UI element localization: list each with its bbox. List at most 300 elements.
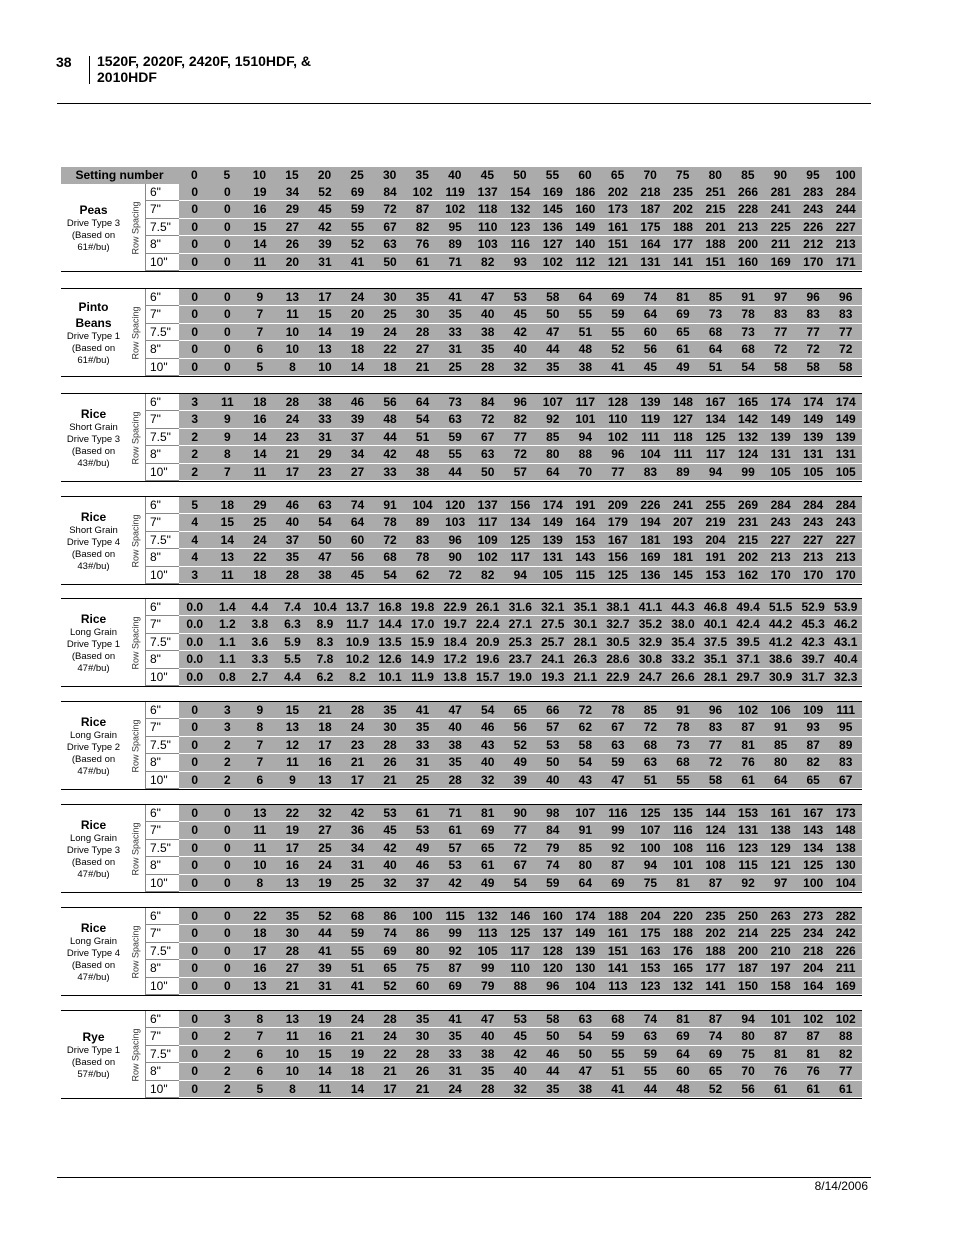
rate-cell: 284 — [764, 497, 797, 514]
rate-cell: 235 — [699, 908, 732, 925]
rate-cell: 30.8 — [634, 651, 667, 668]
rate-cell: 64 — [667, 1045, 700, 1062]
rate-cell: 22.9 — [439, 599, 472, 616]
rate-cell: 33 — [439, 323, 472, 340]
rate-cell: 10 — [309, 358, 342, 375]
rate-cell: 48 — [374, 411, 407, 428]
rate-cell: 21 — [341, 754, 374, 771]
rate-cell: 51 — [341, 960, 374, 977]
table-row — [146, 960, 863, 977]
rate-cell: 14.9 — [406, 651, 439, 668]
rate-cell: 243 — [764, 514, 797, 531]
rate-cell: 53 — [374, 805, 407, 822]
rate-cell: 202 — [732, 549, 765, 566]
rate-cell: 25 — [374, 306, 407, 323]
page-date: 8/14/2006 — [814, 1179, 868, 1193]
rate-cell: 26 — [374, 754, 407, 771]
rate-cell: 19.3 — [537, 668, 570, 685]
rate-cell: 0 — [179, 874, 212, 891]
rate-cell: 19 — [341, 323, 374, 340]
table-row — [146, 306, 863, 323]
rate-cell: 41 — [602, 358, 635, 375]
rate-cell: 110 — [602, 411, 635, 428]
rate-cell: 13 — [211, 549, 244, 566]
rate-cell: 153 — [699, 566, 732, 583]
rate-cell: 242 — [829, 925, 862, 942]
rate-cell: 284 — [797, 497, 830, 514]
rate-cell: 23 — [341, 736, 374, 753]
rate-cell: 55 — [602, 323, 635, 340]
rate-cell: 244 — [829, 201, 862, 218]
rate-cell: 56 — [341, 549, 374, 566]
rate-cell: 174 — [797, 394, 830, 411]
rate-cell: 28 — [406, 1045, 439, 1062]
rate-cell: 0 — [179, 942, 212, 959]
rate-cell: 50 — [471, 463, 504, 480]
rate-cell: 204 — [699, 531, 732, 548]
rate-cell: 181 — [667, 549, 700, 566]
rate-cell: 125 — [504, 925, 537, 942]
rate-cell: 153 — [634, 960, 667, 977]
rate-cell: 31 — [439, 1063, 472, 1080]
rate-cell: 220 — [667, 908, 700, 925]
rate-cell: 29 — [276, 201, 309, 218]
rate-cell: 38 — [309, 394, 342, 411]
rate-cell: 202 — [699, 925, 732, 942]
rate-cell: 0 — [211, 341, 244, 358]
rate-cell: 0 — [211, 289, 244, 306]
rate-cell: 105 — [797, 463, 830, 480]
row-spacing-value: 7" — [146, 822, 179, 839]
rate-grid — [145, 805, 862, 892]
rate-cell: 0 — [179, 1080, 212, 1097]
table-row — [146, 702, 863, 719]
table-row — [146, 668, 863, 685]
rate-cell: 49 — [504, 754, 537, 771]
rate-cell: 105 — [764, 463, 797, 480]
rate-cell: 40.1 — [699, 616, 732, 633]
row-spacing-value: 7.5" — [146, 839, 179, 856]
rate-cell: 10 — [276, 323, 309, 340]
row-spacing-value: 7.5" — [146, 633, 179, 650]
rate-cell: 77 — [504, 822, 537, 839]
rate-cell: 124 — [732, 446, 765, 463]
table-row — [146, 857, 863, 874]
rate-cell: 14 — [244, 446, 277, 463]
crop-name: Pinto Beans — [75, 299, 112, 330]
crop-detail: 43#/bu) — [77, 560, 110, 572]
rate-cell: 35 — [406, 1011, 439, 1028]
page-number: 38 — [56, 54, 72, 70]
rate-cell: 148 — [667, 394, 700, 411]
rate-cell: 52 — [504, 736, 537, 753]
rate-cell: 138 — [829, 839, 862, 856]
rate-cell: 225 — [764, 925, 797, 942]
rate-cell: 54 — [374, 566, 407, 583]
rate-cell: 31 — [406, 754, 439, 771]
row-spacing-value: 6" — [146, 289, 179, 306]
rate-cell: 33 — [374, 463, 407, 480]
rate-cell: 44 — [537, 341, 570, 358]
rate-cell: 102 — [732, 702, 765, 719]
settings-header — [61, 167, 862, 184]
rate-cell: 6.3 — [276, 616, 309, 633]
rate-cell: 29.7 — [732, 668, 765, 685]
rate-cell: 50 — [537, 306, 570, 323]
row-spacing-value: 8" — [146, 1063, 179, 1080]
row-spacing-value: 7" — [146, 306, 179, 323]
rate-cell: 13 — [276, 874, 309, 891]
rate-cell: 141 — [667, 253, 700, 270]
rate-cell: 156 — [504, 497, 537, 514]
rate-cell: 69 — [374, 942, 407, 959]
row-spacing-value: 8" — [146, 446, 179, 463]
rate-cell: 53 — [504, 289, 537, 306]
rate-cell: 174 — [537, 497, 570, 514]
rate-cell: 82 — [471, 566, 504, 583]
rate-cell: 29 — [309, 446, 342, 463]
rate-cell: 54 — [732, 358, 765, 375]
rate-cell: 176 — [667, 942, 700, 959]
rate-cell: 81 — [667, 289, 700, 306]
rate-cell: 37.1 — [732, 651, 765, 668]
rate-cell: 0 — [179, 1063, 212, 1080]
rate-cell: 71 — [439, 253, 472, 270]
rate-cell: 225 — [764, 218, 797, 235]
rate-cell: 49 — [667, 358, 700, 375]
crop-detail: (Based on — [71, 229, 116, 241]
rate-cell: 160 — [732, 253, 765, 270]
rate-cell: 39 — [341, 411, 374, 428]
rate-cell: 24 — [439, 1080, 472, 1097]
rate-cell: 32 — [309, 805, 342, 822]
rate-cell: 0 — [179, 253, 212, 270]
rate-cell: 24 — [244, 531, 277, 548]
rate-cell: 100 — [634, 839, 667, 856]
rate-cell: 59 — [602, 1028, 635, 1045]
rate-cell: 30.1 — [569, 616, 602, 633]
rate-cell: 27.1 — [504, 616, 537, 633]
rate-cell: 129 — [764, 839, 797, 856]
rate-cell: 22 — [374, 1045, 407, 1062]
rate-cell: 43 — [471, 736, 504, 753]
rate-cell: 16 — [276, 857, 309, 874]
rate-cell: 158 — [764, 977, 797, 994]
rate-cell: 28.1 — [569, 633, 602, 650]
rate-cell: 68 — [699, 323, 732, 340]
rate-cell: 0 — [179, 1011, 212, 1028]
rate-cell: 14 — [244, 428, 277, 445]
crop-detail: Short Grain — [69, 421, 118, 433]
rate-cell: 34 — [276, 184, 309, 201]
rate-cell: 47 — [309, 549, 342, 566]
rate-cell: 49.4 — [732, 599, 765, 616]
setting-header-cell: 65 — [610, 168, 625, 182]
table-row — [146, 566, 863, 583]
row-spacing-value: 10" — [146, 358, 179, 375]
rate-cell: 30.5 — [602, 633, 635, 650]
row-spacing-value: 10" — [146, 566, 179, 583]
rate-cell: 118 — [471, 201, 504, 218]
rate-cell: 51 — [602, 1063, 635, 1080]
rate-grid — [145, 702, 862, 789]
rate-cell: 24 — [341, 719, 374, 736]
rate-cell: 40 — [504, 1063, 537, 1080]
rate-cell: 21 — [406, 1080, 439, 1097]
rate-cell: 31 — [439, 341, 472, 358]
rate-cell: 174 — [764, 394, 797, 411]
rate-cell: 284 — [829, 497, 862, 514]
rate-cell: 94 — [569, 428, 602, 445]
rate-cell: 26 — [276, 236, 309, 253]
rate-cell: 212 — [797, 236, 830, 253]
rate-cell: 87 — [797, 1028, 830, 1045]
rate-cell: 137 — [471, 497, 504, 514]
rate-cell: 145 — [667, 566, 700, 583]
rate-cell: 33 — [406, 736, 439, 753]
rate-cell: 0 — [179, 960, 212, 977]
rate-cell: 107 — [537, 394, 570, 411]
rate-cell: 211 — [764, 236, 797, 253]
rate-cell: 51 — [406, 428, 439, 445]
rate-cell: 88 — [504, 977, 537, 994]
rate-cell: 227 — [829, 531, 862, 548]
rate-cell: 281 — [764, 184, 797, 201]
rate-cell: 42 — [309, 218, 342, 235]
rate-cell: 11 — [244, 253, 277, 270]
rate-cell: 167 — [602, 531, 635, 548]
crop-detail: Long Grain — [69, 935, 117, 947]
rate-cell: 207 — [667, 514, 700, 531]
rate-cell: 54 — [309, 514, 342, 531]
table-row — [146, 839, 863, 856]
rate-cell: 35 — [439, 754, 472, 771]
top-rule — [57, 103, 871, 104]
rate-cell: 18 — [341, 341, 374, 358]
rate-cell: 87 — [732, 719, 765, 736]
rate-cell: 4.4 — [276, 668, 309, 685]
crop-detail: (Based on — [71, 650, 116, 662]
rate-cell: 76 — [732, 754, 765, 771]
rate-cell: 52 — [374, 977, 407, 994]
rate-cell: 130 — [829, 857, 862, 874]
rate-cell: 0 — [179, 857, 212, 874]
rate-cell: 70 — [732, 1063, 765, 1080]
crop-section — [61, 701, 862, 790]
rate-cell: 74 — [341, 497, 374, 514]
rate-cell: 30 — [374, 289, 407, 306]
rate-cell: 0 — [179, 702, 212, 719]
crop-label — [61, 184, 126, 271]
crop-detail: Drive Type 4 — [66, 947, 121, 959]
rate-cell: 0 — [211, 960, 244, 977]
rate-cell: 80 — [732, 1028, 765, 1045]
rate-cell: 40 — [374, 857, 407, 874]
rate-cell: 211 — [829, 960, 862, 977]
rate-cell: 62 — [406, 566, 439, 583]
row-spacing-value: 7" — [146, 201, 179, 218]
rate-cell: 72 — [699, 754, 732, 771]
rate-cell: 91 — [764, 719, 797, 736]
crop-detail: 47#/bu) — [77, 868, 110, 880]
rate-cell: 44 — [374, 428, 407, 445]
rate-cell: 92 — [732, 874, 765, 891]
rate-cell: 16 — [244, 411, 277, 428]
rate-cell: 136 — [634, 566, 667, 583]
rate-cell: 72 — [569, 702, 602, 719]
rate-cell: 0 — [211, 942, 244, 959]
rate-cell: 77 — [764, 323, 797, 340]
rate-cell: 96 — [504, 394, 537, 411]
rate-cell: 0 — [179, 805, 212, 822]
rate-cell: 60 — [667, 1063, 700, 1080]
rate-cell: 40 — [537, 771, 570, 788]
rate-cell: 91 — [569, 822, 602, 839]
rate-cell: 138 — [764, 822, 797, 839]
rate-cell: 49 — [471, 874, 504, 891]
rate-cell: 151 — [699, 253, 732, 270]
rate-cell: 2 — [211, 1028, 244, 1045]
rate-cell: 139 — [569, 942, 602, 959]
rate-cell: 58 — [537, 1011, 570, 1028]
crop-detail: (Based on — [71, 548, 116, 560]
rate-cell: 35 — [471, 341, 504, 358]
rate-cell: 93 — [504, 253, 537, 270]
rate-cell: 74 — [374, 925, 407, 942]
rate-cell: 21 — [374, 1063, 407, 1080]
rate-cell: 46 — [537, 1045, 570, 1062]
rate-cell: 105 — [829, 463, 862, 480]
rate-cell: 44.2 — [764, 616, 797, 633]
row-spacing-value: 8" — [146, 651, 179, 668]
row-spacing-text: Row Spacing — [130, 513, 141, 568]
rate-cell: 95 — [829, 719, 862, 736]
rate-cell: 47 — [602, 771, 635, 788]
rate-cell: 226 — [829, 942, 862, 959]
rate-cell: 46.8 — [699, 599, 732, 616]
rate-cell: 213 — [829, 236, 862, 253]
rate-cell: 15.9 — [406, 633, 439, 650]
table-row — [146, 754, 863, 771]
rate-cell: 74 — [634, 1011, 667, 1028]
row-spacing-value: 10" — [146, 1080, 179, 1097]
crop-label — [61, 289, 126, 376]
rate-cell: 44.3 — [667, 599, 700, 616]
setting-header-cell: 55 — [545, 168, 560, 182]
rate-cell: 87 — [797, 736, 830, 753]
rate-cell: 78 — [602, 702, 635, 719]
crop-name: Rice — [80, 406, 107, 421]
rate-cell: 51.5 — [764, 599, 797, 616]
rate-cell: 63 — [602, 736, 635, 753]
rate-cell: 63 — [471, 446, 504, 463]
rate-cell: 89 — [667, 463, 700, 480]
rate-cell: 39.7 — [797, 651, 830, 668]
rate-cell: 21.1 — [569, 668, 602, 685]
rate-cell: 202 — [667, 201, 700, 218]
rate-cell: 35 — [439, 1028, 472, 1045]
rate-cell: 119 — [634, 411, 667, 428]
rate-cell: 74 — [699, 1028, 732, 1045]
rate-cell: 150 — [732, 977, 765, 994]
rate-cell: 35 — [406, 289, 439, 306]
rate-cell: 51 — [569, 323, 602, 340]
rate-cell: 3 — [179, 566, 212, 583]
rate-cell: 11 — [244, 839, 277, 856]
rate-cell: 25 — [439, 358, 472, 375]
table-row — [146, 411, 863, 428]
rate-cell: 64 — [699, 341, 732, 358]
table-row — [146, 1011, 863, 1028]
rate-cell: 55 — [602, 1045, 635, 1062]
rate-cell: 103 — [439, 514, 472, 531]
rate-cell: 48 — [569, 341, 602, 358]
crop-detail: Long Grain — [69, 626, 117, 638]
rate-cell: 61 — [406, 805, 439, 822]
rate-cell: 2 — [179, 463, 212, 480]
rate-cell: 62 — [569, 719, 602, 736]
row-spacing-value: 10" — [146, 771, 179, 788]
rate-cell: 21 — [276, 977, 309, 994]
rate-cell: 61 — [439, 822, 472, 839]
rate-cell: 226 — [797, 218, 830, 235]
rate-cell: 67 — [471, 428, 504, 445]
rate-cell: 32.1 — [537, 599, 570, 616]
rate-cell: 7 — [244, 1028, 277, 1045]
rate-cell: 3.8 — [244, 616, 277, 633]
rate-cell: 119 — [439, 184, 472, 201]
page-title — [97, 53, 311, 85]
rate-cell: 21 — [374, 771, 407, 788]
rate-cell: 191 — [699, 549, 732, 566]
rate-cell: 77 — [829, 323, 862, 340]
rate-cell: 72 — [439, 566, 472, 583]
rate-cell: 227 — [797, 531, 830, 548]
row-spacing-value: 7" — [146, 514, 179, 531]
row-spacing-label — [126, 908, 145, 995]
rate-cell: 13.8 — [439, 668, 472, 685]
rate-cell: 0.0 — [179, 633, 212, 650]
rate-cell: 210 — [764, 942, 797, 959]
rate-cell: 165 — [667, 960, 700, 977]
rate-cell: 5 — [244, 358, 277, 375]
rate-cell: 99 — [602, 822, 635, 839]
rate-cell: 1.4 — [211, 599, 244, 616]
rate-cell: 25 — [406, 771, 439, 788]
rate-cell: 52 — [309, 908, 342, 925]
rate-cell: 215 — [699, 201, 732, 218]
rate-cell: 42 — [504, 1045, 537, 1062]
rate-cell: 38.1 — [602, 599, 635, 616]
table-row — [146, 1080, 863, 1097]
rate-cell: 46.2 — [829, 616, 862, 633]
row-spacing-label — [126, 184, 145, 271]
rate-cell: 44 — [309, 925, 342, 942]
rate-cell: 19 — [244, 184, 277, 201]
rate-cell: 27 — [309, 822, 342, 839]
rate-cell: 83 — [634, 463, 667, 480]
rate-cell: 175 — [634, 218, 667, 235]
rate-cell: 96 — [699, 702, 732, 719]
row-spacing-value: 10" — [146, 977, 179, 994]
rate-cell: 24 — [374, 1028, 407, 1045]
rate-cell: 96 — [602, 446, 635, 463]
rate-cell: 21 — [309, 702, 342, 719]
rate-cell: 110 — [471, 218, 504, 235]
rate-cell: 0 — [179, 218, 212, 235]
setting-header-cell: 80 — [708, 168, 722, 182]
rate-cell: 59 — [341, 925, 374, 942]
